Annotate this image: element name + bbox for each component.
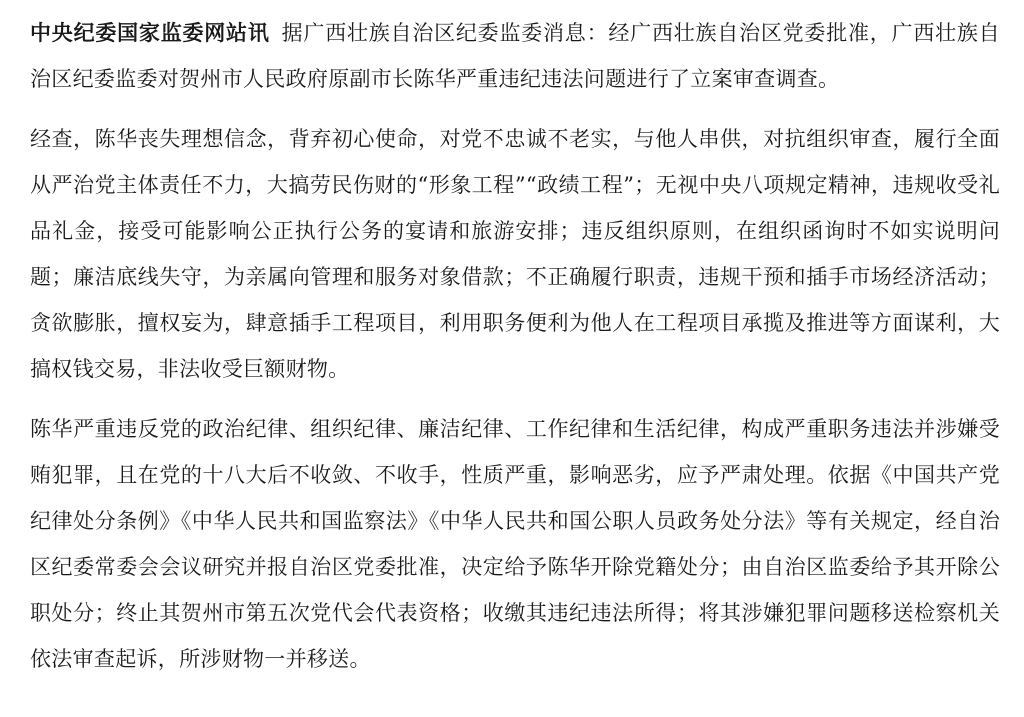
article-paragraph-1-text: 据广西壮族自治区纪委监委消息：经广西壮族自治区党委批准，广西壮族自治区纪委监委对贺州市人民政府原副市长陈华严重违纪违法问题进行了立案审查调查。 bbox=[30, 21, 1000, 91]
article-paragraph-2: 经查，陈华丧失理想信念，背弃初心使命，对党不忠诚不老实，与他人串供，对抗组织审查，履行全面从严治党主体责任不力，大搞劳民伤财的“形象工程”“政绩工程”；无视中央八项规定精神，违规收受礼品礼金，接受可能影响公正执行公务的宴请和旅游安排；违反组织原则，在组织函询时不如实说明问题；廉洁底线失守，为亲属向管理和服务对象借款；不正确履行职责，违规干预和插手市场经济活动；贪欲膨胀，擅权妄为，肆意插手工程项目，利用职务便利为他人在工程项目承揽及推进等方面谋利，大搞权钱交易，非法收受巨额财物。 bbox=[30, 127, 1000, 381]
article-paragraph-3: 陈华严重违反党的政治纪律、组织纪律、廉洁纪律、工作纪律和生活纪律，构成严重职务违法并涉嫌受贿犯罪，且在党的十八大后不收敛、不收手，性质严重，影响恶劣，应予严肃处理。依据《中国共产党纪律处分条例》《中华人民共和国监察法》《中华人民共和国公职人员政务处分法》等有关规定，经自治区纪委常委会会议研究并报自治区党委批准，决定给予陈华开除党籍处分；由自治区监委给予其开除公职处分；终止其贺州市第五次党代会代表资格；收缴其违纪违法所得；将其涉嫌犯罪问题移送检察机关依法审查起诉，所涉财物一并移送。 bbox=[30, 417, 1000, 671]
article-paragraph-1 bbox=[30, 10, 1000, 102]
article-source: 中央纪委国家监委网站讯 bbox=[30, 20, 270, 45]
